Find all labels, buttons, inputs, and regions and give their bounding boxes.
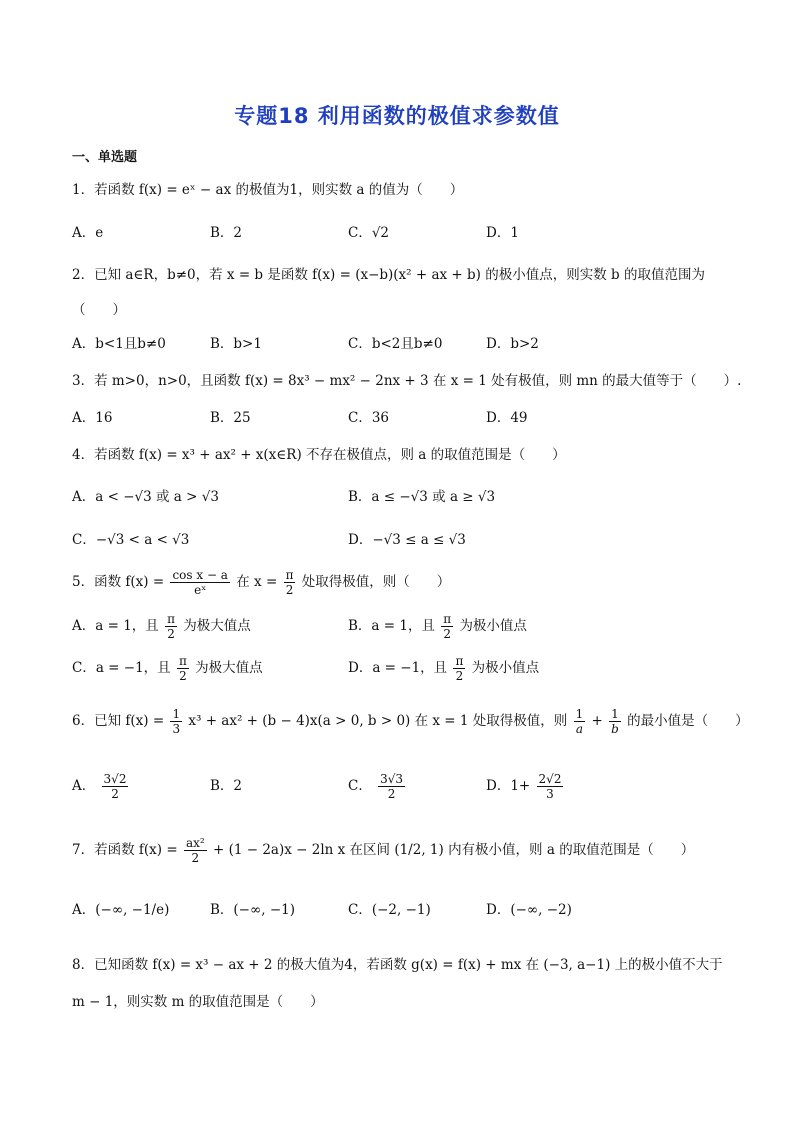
option-fraction	[378, 772, 405, 801]
fraction-numerator: 3√2	[103, 772, 127, 786]
fraction-denominator: b	[611, 722, 619, 736]
question-6-option-a	[72, 772, 130, 801]
option-label: A．	[72, 778, 96, 794]
question-3-option-c: C．36	[348, 410, 390, 426]
question-5-option-c	[72, 654, 263, 683]
question-3-option-a: A．16	[72, 410, 113, 426]
question-1-option-b: B．2	[210, 225, 243, 241]
question-6-option-d	[486, 772, 565, 801]
fraction-denominator: 3	[172, 722, 181, 736]
fraction-denominator: eˣ	[194, 583, 207, 597]
question-2-option-c: C．b<2且b≠0	[348, 336, 443, 352]
question-5-option-b	[348, 612, 527, 641]
question-5-option-d	[348, 654, 539, 683]
question-4-option-d: D．−√3 ≤ a ≤ √3	[348, 532, 466, 548]
fraction-denominator: 2	[443, 627, 452, 641]
fraction-numerator: π	[443, 612, 452, 626]
question-2-stem: 2．已知 a∈R，b≠0，若 x = b 是函数 f(x) = (x−b)(x² + ax + b) 的极小值点，则实数 b 的取值范围为	[72, 267, 705, 283]
question-8-stem-continued: m − 1，则实数 m 的取值范围是（ ）	[72, 994, 324, 1010]
option-prefix: A．a = 1，且	[72, 618, 159, 634]
section-heading: 一、单选题	[72, 150, 138, 165]
question-3-option-d: D．49	[486, 410, 528, 426]
option-prefix: C．a = −1，且	[72, 660, 171, 676]
pi-over-2-fraction	[177, 654, 189, 683]
question-3-option-b: B．25	[210, 410, 251, 426]
option-suffix: 为极大值点	[195, 660, 263, 676]
question-7-stem-suffix: 内有极小值，则 a 的取值范围是（ ）	[448, 842, 695, 858]
question-4-option-a: A．a < −√3 或 a > √3	[72, 489, 219, 505]
fraction-numerator: π	[167, 612, 175, 626]
pi-over-2-fraction	[453, 654, 465, 683]
pi-over-2-fraction	[165, 612, 177, 641]
question-6-stem-middle: x³ + ax² + (b − 4)x(a > 0, b > 0) 在 x = 1 处取得极值，则	[188, 713, 568, 729]
question-7-stem-prefix: 7．若函数 f(x) =	[72, 842, 178, 858]
question-8-stem: 8．已知函数 f(x) = x³ − ax + 2 的极大值为4，若函数 g(x) = f(x) + mx 在 (−3, a−1) 上的极小值不大于	[72, 957, 723, 973]
question-6-option-b: B．2	[210, 778, 243, 794]
fraction-denominator: 2	[455, 669, 464, 683]
fraction-numerator: 2√2	[538, 772, 562, 786]
question-7-option-b: B．(−∞, −1)	[210, 902, 295, 918]
one-over-b-fraction	[609, 707, 621, 736]
fraction-numerator: 1	[172, 707, 181, 721]
question-2-stem-continued: （ ）	[72, 302, 126, 318]
question-3-stem: 3．若 m>0，n>0，且函数 f(x) = 8x³ − mx² − 2nx + 3 在 x = 1 处有极值，则 mn 的最大值等于（ ）.	[72, 373, 742, 389]
pi-over-2-fraction	[441, 612, 453, 641]
question-2-option-a: A．b<1且b≠0	[72, 336, 166, 352]
option-suffix: 为极大值点	[183, 618, 251, 634]
question-6-stem	[72, 707, 749, 736]
option-suffix: 为极小值点	[459, 618, 527, 634]
question-4-option-b: B．a ≤ −√3 或 a ≥ √3	[348, 489, 496, 505]
fraction-denominator: 2	[191, 851, 200, 865]
fraction-numerator: 3√3	[380, 772, 404, 786]
fraction-numerator: π	[455, 654, 464, 668]
fraction-denominator: 3	[546, 787, 554, 801]
fraction-denominator: 2	[285, 583, 294, 597]
fraction-denominator: 2	[167, 627, 175, 641]
question-7-option-a: A．(−∞, −1/e)	[72, 902, 170, 918]
fraction-denominator: 2	[387, 787, 396, 801]
fraction-denominator: a	[575, 722, 583, 736]
option-fraction	[537, 772, 564, 801]
question-7-stem	[72, 836, 694, 865]
fraction-denominator: 2	[111, 787, 119, 801]
fraction-denominator: 2	[179, 669, 187, 683]
question-7-option-d: D．(−∞, −2)	[486, 902, 572, 918]
question-7-interval: (1/2, 1)	[394, 842, 444, 858]
question-7-stem-middle: + (1 − 2a)x − 2ln x 在区间	[212, 842, 391, 858]
fraction-numerator: cos x − a	[172, 568, 228, 582]
question-5-option-a	[72, 612, 251, 641]
fraction-numerator: ax²	[185, 836, 205, 850]
question-1-option-a: A．e	[72, 225, 104, 241]
question-1-stem: 1．若函数 f(x) = eˣ − ax 的极值为1，则实数 a 的值为（ ）	[72, 182, 464, 198]
question-5-stem-suffix: 处取得极值，则（ ）	[301, 574, 451, 590]
option-label: D．1+	[486, 778, 531, 794]
question-1-option-d: D．1	[486, 225, 519, 241]
question-6-option-c	[348, 772, 407, 801]
fraction-numerator: 1	[575, 707, 584, 721]
one-third-fraction	[170, 707, 182, 736]
fraction-numerator: π	[178, 654, 187, 668]
page-title: 专题18 利用函数的极值求参数值	[234, 104, 560, 128]
question-6-stem-suffix: 的最小值是（ ）	[627, 713, 749, 729]
plus-sign: +	[591, 713, 603, 729]
question-4-stem: 4．若函数 f(x) = x³ + ax² + x(x∈R) 不存在极值点，则 a 的取值范围是（ ）	[72, 447, 566, 463]
question-5-stem-middle: 在 x =	[236, 574, 278, 590]
question-5-stem	[72, 568, 450, 597]
one-over-a-fraction	[574, 707, 586, 736]
question-6-stem-prefix: 6．已知 f(x) =	[72, 713, 165, 729]
question-7-option-c: C．(−2, −1)	[348, 902, 431, 918]
fraction-numerator: π	[285, 568, 294, 582]
question-4-option-c: C．−√3 < a < √3	[72, 532, 190, 548]
question-7-fraction	[184, 836, 207, 865]
question-5-fraction	[170, 568, 230, 597]
fraction-numerator: 1	[609, 707, 621, 722]
question-2-option-b: B．b>1	[210, 336, 262, 352]
option-prefix: D．a = −1，且	[348, 660, 448, 676]
option-suffix: 为极小值点	[471, 660, 540, 676]
option-fraction	[102, 772, 129, 801]
question-2-option-d: D．b>2	[486, 336, 539, 352]
question-5-pi-fraction	[284, 568, 296, 597]
question-5-stem-prefix: 5．函数 f(x) =	[72, 574, 165, 590]
option-prefix: B．a = 1，且	[348, 618, 435, 634]
question-1-option-c: C．√2	[348, 225, 390, 241]
option-label: C．	[348, 778, 372, 794]
